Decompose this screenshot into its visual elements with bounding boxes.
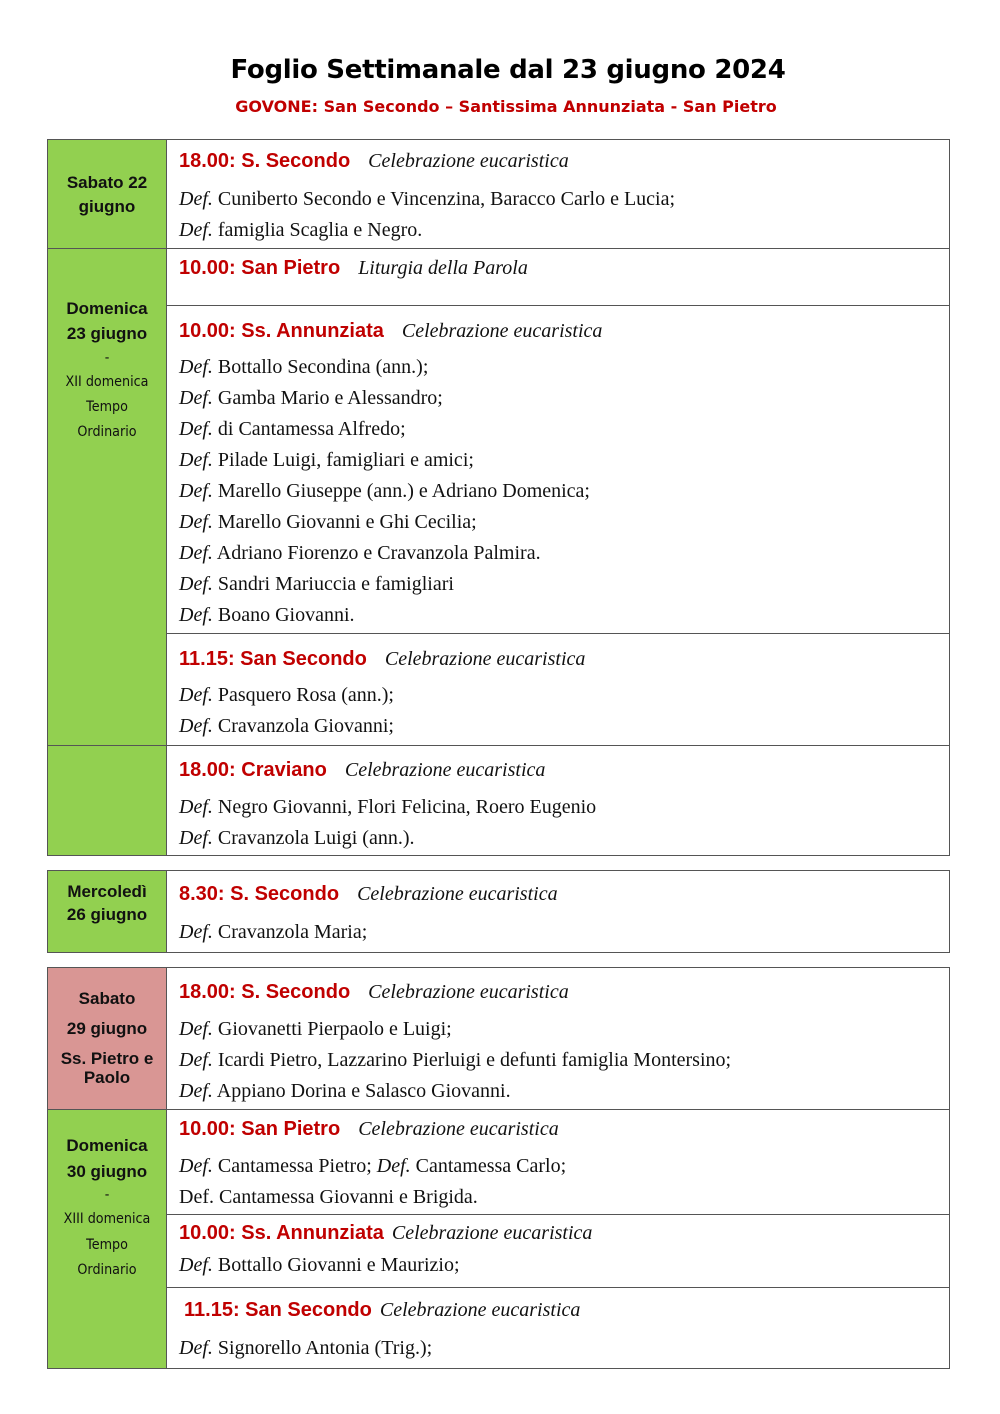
- service-cell: [167, 633, 950, 746]
- def-prefix: Def.: [179, 480, 213, 502]
- service-cell: [167, 967, 950, 1110]
- service-heading: [184, 1299, 580, 1322]
- liturgical-note: Ordinario: [77, 1262, 137, 1278]
- intention-line: [179, 604, 355, 627]
- def-prefix: Def.: [179, 188, 213, 210]
- page-title: Foglio Settimanale dal 23 giugno 2024: [230, 55, 786, 85]
- day-cell-domenica-sera: [47, 745, 167, 856]
- def-prefix: Def.: [179, 1018, 213, 1040]
- day-label: 23 giugno: [66, 324, 148, 343]
- intention-name: Pasquero Rosa (ann.);: [217, 684, 394, 706]
- def-prefix: Def.: [179, 573, 213, 595]
- intention-line: [179, 219, 422, 242]
- service-cell: [167, 870, 950, 953]
- def-prefix: Def.: [179, 715, 213, 737]
- def-prefix: Def.: [179, 1080, 213, 1102]
- service-time: 18.00: S. Secondo: [179, 150, 351, 172]
- service-heading: [179, 150, 569, 173]
- service-heading: [179, 883, 558, 906]
- def-prefix: Def.: [179, 1049, 213, 1071]
- day-label: 26 giugno: [66, 905, 148, 924]
- day-cell-domenica-23: [47, 248, 167, 746]
- def-prefix: Def.: [179, 796, 213, 818]
- service-cell: [167, 1214, 950, 1288]
- service-time: 10.00: San Pietro: [179, 1118, 341, 1140]
- intention-line: [179, 573, 454, 596]
- intention-name: Cantamessa Carlo;: [415, 1155, 567, 1177]
- intention-line: [179, 480, 590, 503]
- service-heading: [179, 320, 602, 343]
- day-cell-domenica-30: [47, 1109, 167, 1369]
- def-prefix: Def.: [179, 604, 213, 626]
- service-time: 11.15: San Secondo: [179, 648, 367, 670]
- day-separator: -: [104, 350, 110, 366]
- service-time: 18.00: S. Secondo: [179, 981, 351, 1003]
- service-time: 10.00: Ss. Annunziata: [179, 1222, 384, 1244]
- service-time: 11.15: San Secondo: [184, 1299, 372, 1321]
- def-prefix: Def.: [179, 1254, 213, 1276]
- liturgical-note: Ordinario: [77, 424, 137, 440]
- intention-line: [179, 1018, 452, 1041]
- intention-name: Sandri Mariuccia e famigliari: [217, 573, 454, 595]
- intention-line: [179, 188, 675, 211]
- intention-name: Negro Giovanni, Flori Felicina, Roero Eugenio: [217, 796, 597, 818]
- intention-name: Marello Giovanni e Ghi Cecilia;: [217, 511, 477, 533]
- service-cell: [167, 305, 950, 634]
- day-label: 30 giugno: [66, 1162, 148, 1181]
- service-heading: [179, 1222, 592, 1245]
- service-type: Celebrazione eucaristica: [368, 150, 569, 172]
- day-label: Mercoledì: [67, 882, 147, 901]
- intention-name: Gamba Mario e Alessandro;: [217, 387, 443, 409]
- def-prefix: Def.: [179, 387, 213, 409]
- day-label: Domenica: [66, 299, 148, 318]
- def-prefix: Def.: [179, 684, 213, 706]
- service-type: Celebrazione eucaristica: [401, 320, 603, 342]
- day-label: Ss. Pietro e: [60, 1049, 154, 1068]
- def-prefix: Def.: [179, 449, 213, 471]
- intention-line: [179, 511, 477, 534]
- intention-line: [179, 827, 414, 850]
- def-prefix: Def.: [179, 1155, 213, 1177]
- service-time: 18.00: Craviano: [179, 759, 327, 781]
- service-cell: [167, 1109, 950, 1215]
- intention-line: [179, 1080, 511, 1103]
- page-subtitle: [0, 97, 1000, 116]
- service-heading: [179, 648, 585, 671]
- intention-name: Cravanzola Maria;: [217, 921, 368, 943]
- day-cell-sabato-29: [47, 967, 167, 1110]
- intention-line: [179, 356, 428, 379]
- service-type: Celebrazione eucaristica: [379, 1299, 581, 1321]
- intention-line: [179, 542, 541, 565]
- intention-name: Adriano Fiorenzo e Cravanzola Palmira.: [216, 542, 541, 564]
- intention-name: famiglia Scaglia e Negro.: [217, 219, 423, 241]
- day-label: Sabato 22: [66, 173, 148, 192]
- service-cell: [167, 1287, 950, 1369]
- intention-name: Giovanetti Pierpaolo e Luigi;: [217, 1018, 452, 1040]
- intention-name: Marello Giuseppe (ann.) e Adriano Domenica;: [217, 480, 590, 502]
- service-type: Liturgia della Parola: [358, 257, 528, 279]
- day-label: 29 giugno: [66, 1019, 148, 1038]
- intention-name: Bottallo Secondina (ann.);: [217, 356, 429, 378]
- service-heading: [179, 1118, 559, 1141]
- service-type: Celebrazione eucaristica: [358, 1118, 559, 1140]
- def-prefix: Def.: [179, 542, 213, 564]
- subtitle-churches: : San Secondo – Santissima Annunziata - San Pietro: [311, 97, 777, 116]
- service-cell: [167, 248, 950, 306]
- def-prefix: Def.: [179, 356, 213, 378]
- def-prefix: Def.: [179, 827, 213, 849]
- intention-line: [179, 684, 394, 707]
- intention-name: Cantamessa Pietro;: [217, 1155, 372, 1177]
- day-label: giugno: [78, 197, 136, 216]
- service-time: 10.00: San Pietro: [179, 257, 341, 279]
- def-prefix: Def.: [179, 921, 213, 943]
- def-prefix: Def.: [179, 1337, 213, 1359]
- intention-line: [179, 1049, 731, 1072]
- service-time: 8.30: S. Secondo: [179, 883, 340, 905]
- liturgical-note: XIII domenica: [63, 1211, 151, 1227]
- intention-name: Cravanzola Luigi (ann.).: [217, 827, 415, 849]
- liturgical-note: Tempo: [86, 399, 128, 415]
- service-time: 10.00: Ss. Annunziata: [179, 320, 384, 342]
- intention-line: Def. Cantamessa Giovanni e Brigida.: [179, 1186, 478, 1208]
- intention-name: Bottallo Giovanni e Maurizio;: [217, 1254, 460, 1276]
- intention-line: [179, 1155, 566, 1178]
- intention-name: Cuniberto Secondo e Vincenzina, Baracco Carlo e Lucia;: [217, 188, 676, 210]
- day-label: Sabato: [78, 989, 136, 1008]
- def-prefix: Def.: [179, 511, 213, 533]
- subtitle-place: GOVONE: [235, 97, 312, 116]
- liturgical-note: XII domenica: [65, 374, 149, 390]
- day-label: Domenica: [66, 1136, 148, 1155]
- intention-name: Signorello Antonia (Trig.);: [217, 1337, 433, 1359]
- day-separator: -: [104, 1187, 110, 1203]
- service-heading: [179, 257, 528, 280]
- day-label: Paolo: [83, 1068, 131, 1087]
- intention-line: [179, 1254, 460, 1277]
- service-type: Celebrazione eucaristica: [384, 648, 586, 670]
- day-cell-mercoledi-26: [47, 870, 167, 953]
- intention-line: [179, 418, 406, 441]
- intention-name: Cravanzola Giovanni;: [217, 715, 394, 737]
- service-type: Celebrazione eucaristica: [391, 1222, 593, 1244]
- intention-name: Appiano Dorina e Salasco Giovanni.: [216, 1080, 511, 1102]
- intention-name: Pilade Luigi, famigliari e amici;: [217, 449, 474, 471]
- intention-name: Boano Giovanni.: [217, 604, 355, 626]
- liturgical-note: Tempo: [86, 1237, 128, 1253]
- service-heading: [179, 759, 545, 782]
- intention-line: [179, 387, 443, 410]
- service-type: Celebrazione eucaristica: [357, 883, 558, 905]
- def-prefix: Def.: [376, 1155, 411, 1177]
- intention-line: [179, 796, 596, 819]
- day-cell-sabato-22: [47, 139, 167, 249]
- service-type: Celebrazione eucaristica: [368, 981, 569, 1003]
- service-type: Celebrazione eucaristica: [344, 759, 546, 781]
- intention-name: Icardi Pietro, Lazzarino Pierluigi e defunti famiglia Montersino;: [217, 1049, 732, 1071]
- def-prefix: Def.: [179, 418, 213, 440]
- service-heading: [179, 981, 569, 1004]
- service-cell: [167, 745, 950, 856]
- intention-line: [179, 921, 367, 944]
- intention-line: [179, 449, 474, 472]
- def-prefix: Def.: [179, 219, 213, 241]
- intention-line: [179, 715, 394, 738]
- intention-name: di Cantamessa Alfredo;: [217, 418, 406, 440]
- intention-line: [179, 1337, 432, 1360]
- service-cell: [167, 139, 950, 249]
